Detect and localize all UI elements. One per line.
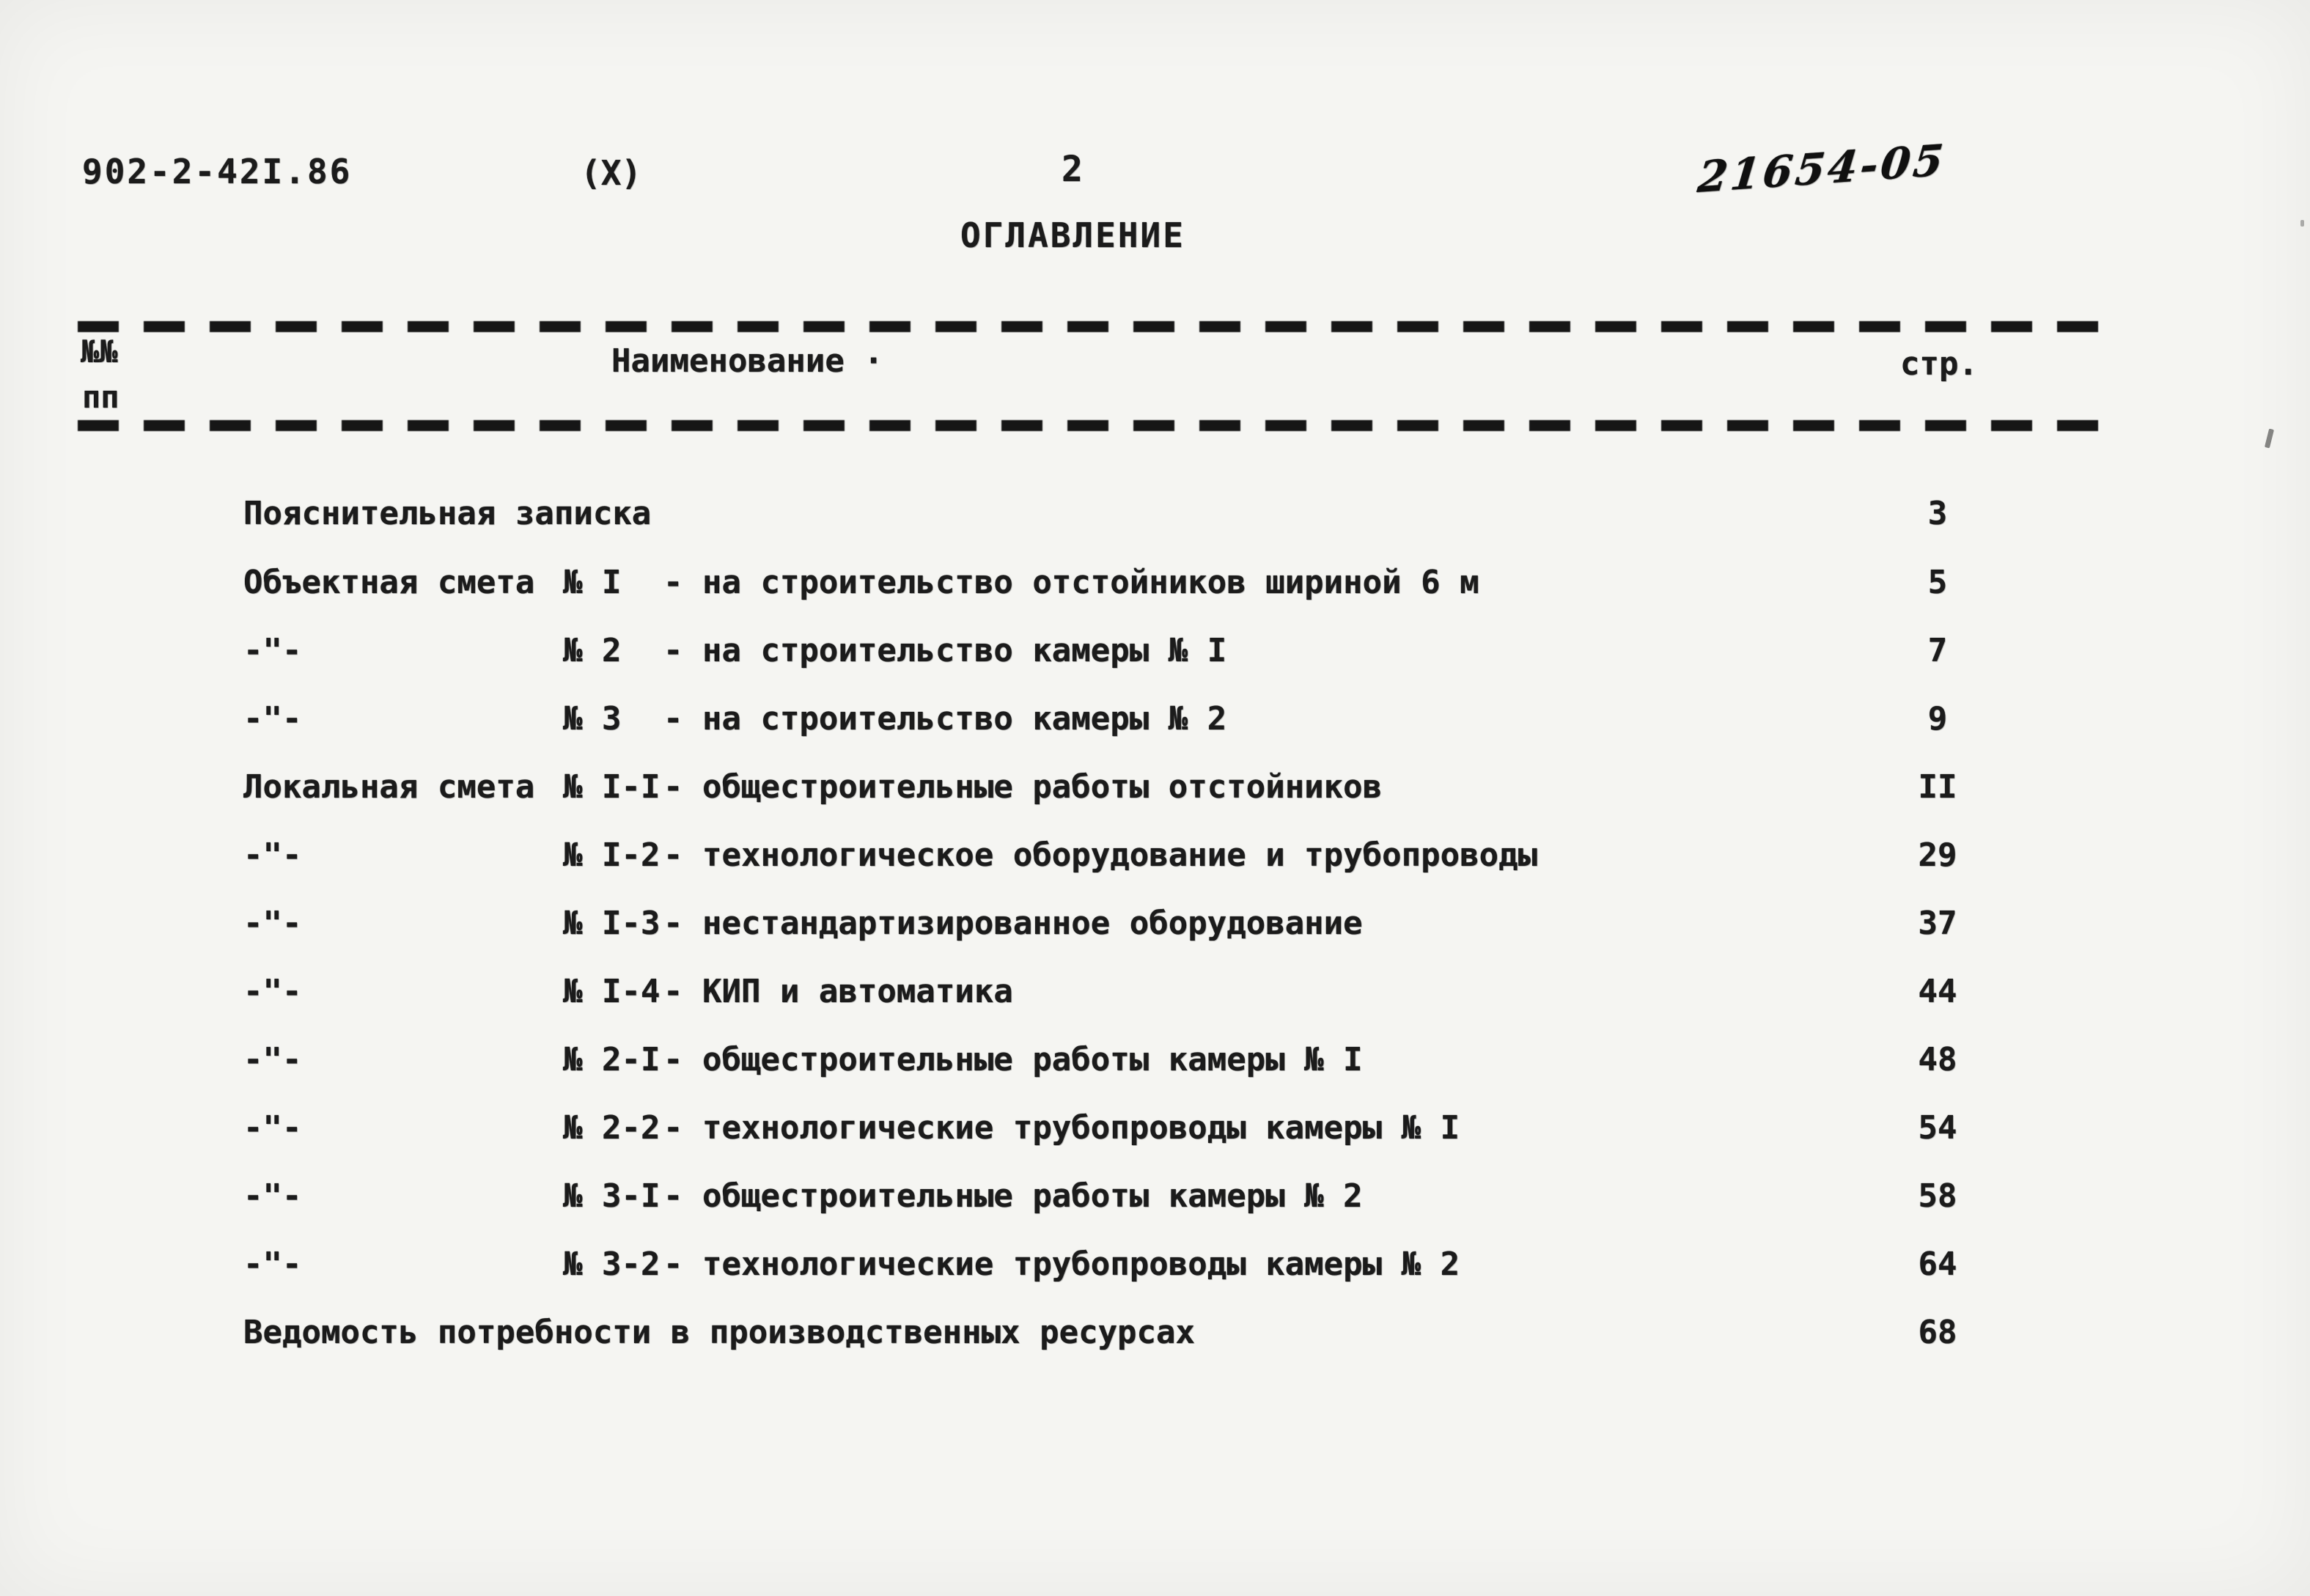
scan-speck	[2300, 220, 2304, 227]
row-ditto-mark: -"-	[243, 700, 302, 738]
row-page-number: 3	[1927, 495, 1948, 532]
row-page-number: 48	[1918, 1041, 1957, 1078]
row-ditto-mark: -"-	[243, 1109, 302, 1147]
row-left-label: Локальная смета	[243, 768, 535, 806]
row-page-number: 44	[1918, 973, 1957, 1010]
row-number: № 2-2	[563, 1109, 661, 1147]
row-number: № 3-2	[563, 1246, 661, 1283]
scan-speck	[2265, 429, 2274, 449]
toc-row	[0, 905, 2310, 946]
row-description: - общестроительные работы камеры № I	[663, 1041, 1363, 1078]
toc-row	[0, 1110, 2310, 1151]
volume-mark: (X)	[581, 153, 642, 193]
row-page-number: 58	[1918, 1177, 1957, 1215]
table-header-top-rule	[78, 321, 2105, 332]
column-header-number-line1: №№	[81, 334, 118, 369]
toc-row	[0, 1246, 2310, 1287]
row-page-number: 5	[1927, 564, 1948, 601]
row-page-number: 7	[1927, 632, 1948, 669]
row-page-number: 9	[1927, 700, 1948, 738]
toc-row	[0, 496, 2310, 537]
row-number: № 3-I	[563, 1177, 661, 1215]
row-ditto-mark: -"-	[243, 973, 302, 1010]
row-left-label: Ведомость потребности в производственных ресурсах	[243, 1314, 1196, 1351]
row-page-number: 37	[1918, 905, 1957, 942]
document-series-number: 902-2-42I.86	[82, 152, 353, 191]
toc-row	[0, 1314, 2310, 1356]
sheet-number: 2	[1062, 149, 1083, 190]
row-ditto-mark: -"-	[243, 1177, 302, 1215]
row-left-label: Объектная смета	[243, 564, 535, 601]
toc-row	[0, 1042, 2310, 1083]
row-description: - нестандартизированное оборудование	[663, 905, 1363, 942]
page-title: ОГЛАВЛЕНИЕ	[960, 216, 1185, 255]
row-description: - технологическое оборудование и трубопроводы	[663, 836, 1538, 874]
toc-row	[0, 701, 2310, 742]
row-number: № I-3	[563, 905, 661, 942]
toc-row	[0, 837, 2310, 878]
row-number: № I-2	[563, 836, 661, 874]
row-ditto-mark: -"-	[243, 905, 302, 942]
row-number: № 2	[563, 632, 622, 669]
row-ditto-mark: -"-	[243, 836, 302, 874]
toc-row	[0, 633, 2310, 674]
column-header-page: стр.	[1900, 345, 1978, 383]
row-page-number: 68	[1918, 1314, 1957, 1351]
row-number: № I	[563, 564, 622, 601]
row-number: № 3	[563, 700, 622, 738]
row-page-number: 29	[1918, 836, 1957, 874]
row-number: № I-I	[563, 768, 661, 806]
row-description: - общестроительные работы отстойников	[663, 768, 1383, 806]
handwritten-inventory-number: 21654-05	[1695, 134, 1949, 203]
row-description: - на строительство камеры № 2	[663, 700, 1227, 738]
row-description: - общестроительные работы камеры № 2	[663, 1177, 1363, 1215]
row-page-number: 64	[1918, 1246, 1957, 1283]
row-ditto-mark: -"-	[243, 1246, 302, 1283]
row-number: № 2-I	[563, 1041, 661, 1078]
row-description: - на строительство камеры № I	[663, 632, 1227, 669]
row-description: - на строительство отстойников шириной 6 м	[663, 564, 1479, 601]
row-left-label: Пояснительная записка	[243, 495, 652, 532]
toc-row	[0, 565, 2310, 606]
row-page-number: 54	[1918, 1109, 1957, 1147]
toc-row	[0, 1178, 2310, 1219]
row-description: - технологические трубопроводы камеры № I	[663, 1109, 1460, 1147]
row-ditto-mark: -"-	[243, 1041, 302, 1078]
row-description: - КИП и автоматика	[663, 973, 1013, 1010]
table-header-bottom-rule	[78, 420, 2105, 431]
toc-row	[0, 769, 2310, 810]
row-number: № I-4	[563, 973, 661, 1010]
row-description: - технологические трубопроводы камеры № 2	[663, 1246, 1460, 1283]
toc-row	[0, 974, 2310, 1015]
row-ditto-mark: -"-	[243, 632, 302, 669]
row-page-number: II	[1918, 768, 1957, 806]
column-header-name: Наименование ·	[611, 342, 883, 380]
column-header-number-line2: пп	[82, 379, 119, 415]
